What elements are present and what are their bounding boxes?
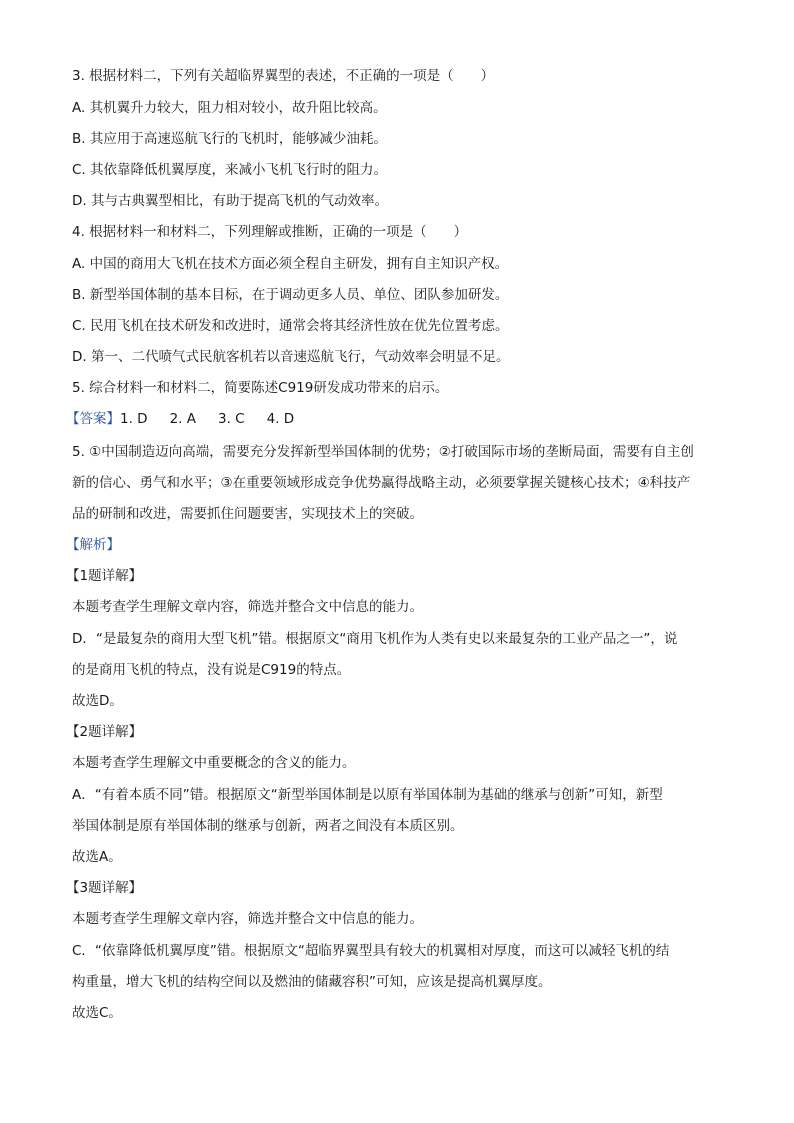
section-2-line: A．“有着本质不同”错。根据原文“新型举国体制是以原有举国体制为基础的继承与创新”可知，新型 <box>72 787 663 803</box>
answer-item: 2. A <box>169 411 196 427</box>
section-1-line: 的是商用飞机的特点，没有说是C919的特点。 <box>72 662 351 678</box>
question-3-stem: 3. 根据材料二，下列有关超临界翼型的表述，不正确的一项是（ ） <box>72 68 495 84</box>
question-3-option-a: A. 其机翼升力较大，阻力相对较小，故升阻比较高。 <box>72 100 387 116</box>
analysis-label: 【解析】 <box>66 537 120 553</box>
answer-row <box>66 409 726 429</box>
question-4-stem: 4. 根据材料一和材料二，下列理解或推断，正确的一项是（ ） <box>72 224 468 240</box>
section-2-line: 本题考查学生理解文中重要概念的含义的能力。 <box>72 755 356 771</box>
section-2-line: 举国体制是原有举国体制的继承与创新，两者之间没有本质区别。 <box>72 818 464 834</box>
question-4-option-d: D. 第一、二代喷气式民航客机若以音速巡航飞行，气动效率会明显不足。 <box>72 349 510 365</box>
section-2-line: 故选A。 <box>72 849 122 865</box>
section-1-heading: 【1题详解】 <box>66 568 143 584</box>
question-4-option-c: C. 民用飞机在技术研发和改进时，通常会将其经济性放在优先位置考虑。 <box>72 318 509 334</box>
question-5-stem: 5. 综合材料一和材料二，简要陈述C919研发成功带来的启示。 <box>72 380 449 396</box>
question-4-option-b: B. 新型举国体制的基本目标，在于调动更多人员、单位、团队参加研发。 <box>72 287 509 303</box>
answer-q5-line-2: 新的信心、勇气和水平；③在重要领域形成竞争优势赢得战略主动，必须要掌握关键核心技术；④科技产 <box>72 475 691 491</box>
question-3-option-c: C. 其依靠降低机翼厚度，来减小飞机飞行时的阻力。 <box>72 162 388 178</box>
question-3-option-d: D. 其与古典翼型相比，有助于提高飞机的气动效率。 <box>72 193 388 209</box>
section-3-line: 构重量，增大飞机的结构空间以及燃油的储藏容积”可知，应该是提高机翼厚度。 <box>72 974 552 990</box>
answer-q5-line-1: 5. ①中国制造迈向高端，需要充分发挥新型举国体制的优势；②打破国际市场的垄断局面，需要有自主创 <box>72 444 694 460</box>
section-1-line: 故选D。 <box>72 693 123 709</box>
answer-item: 3. C <box>218 411 245 427</box>
section-3-line: 本题考查学生理解文章内容，筛选并整合文中信息的能力。 <box>72 911 423 927</box>
question-3-option-b: B. 其应用于高速巡航飞行的飞机时，能够减少油耗。 <box>72 131 387 147</box>
section-3-line: 故选C。 <box>72 1005 122 1021</box>
answer-q5-line-3: 品的研制和改进，需要抓住问题要害，实现技术上的突破。 <box>72 506 423 522</box>
section-1-line: 本题考查学生理解文章内容，筛选并整合文中信息的能力。 <box>72 599 423 615</box>
question-4-option-a: A. 中国的商用大飞机在技术方面必须全程自主研发，拥有自主知识产权。 <box>72 256 509 272</box>
answer-label: 【答案】 <box>66 411 120 427</box>
answer-item: 4. D <box>266 411 295 427</box>
answer-item: 1. D <box>120 411 148 427</box>
section-3-heading: 【3题详解】 <box>66 880 143 896</box>
section-3-line: C．“依靠降低机翼厚度”错。根据原文“超临界翼型具有较大的机翼相对厚度，而这可以减轻飞机的结 <box>72 943 670 959</box>
section-1-line: D．“是最复杂的商用大型飞机”错。根据原文“商用飞机作为人类有史以来最复杂的工业产品之一”，说 <box>72 631 678 647</box>
section-2-heading: 【2题详解】 <box>66 724 143 740</box>
